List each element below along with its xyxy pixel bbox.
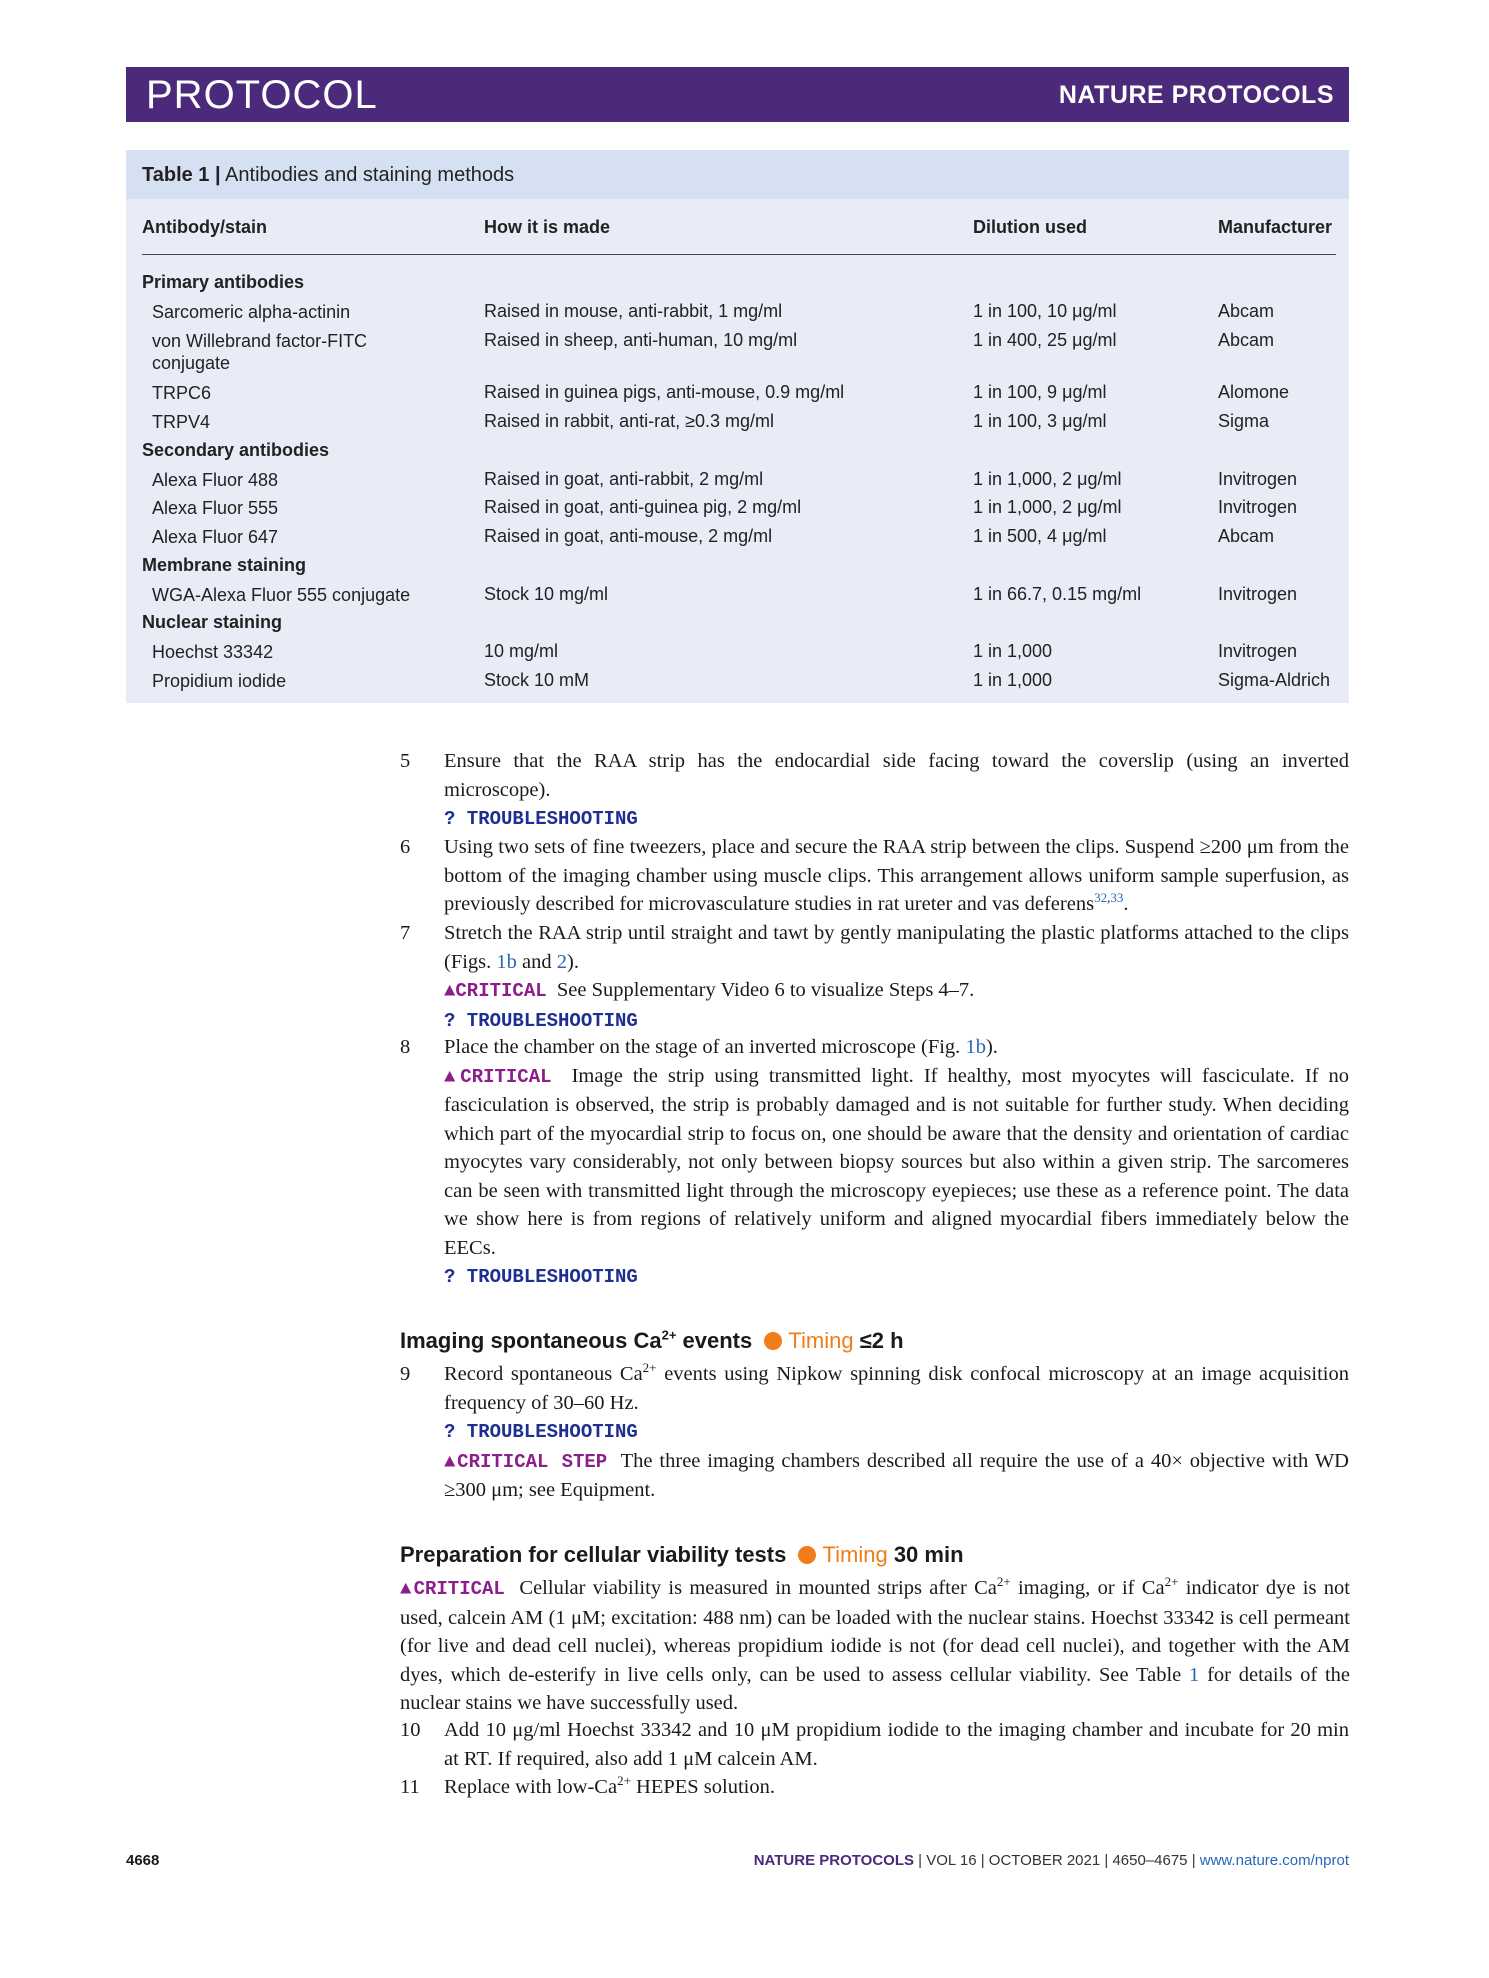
figure-link[interactable]: 2 xyxy=(556,950,568,973)
journal-name: NATURE PROTOCOLS xyxy=(1058,81,1334,109)
column-header: Antibody/stain xyxy=(142,217,267,237)
table-number: Table 1 | xyxy=(142,164,221,186)
footer-issue: | VOL 16 | OCTOBER 2021 | 4650–4675 | xyxy=(914,1852,1200,1869)
critical-label: ▲CRITICAL xyxy=(444,1065,552,1088)
critical-label: ▲CRITICAL xyxy=(444,980,547,1002)
column-header: Manufacturer xyxy=(1218,217,1333,237)
reference-link[interactable]: 32 xyxy=(1094,890,1108,906)
critical-step-label: ▲CRITICAL STEP xyxy=(444,1450,608,1473)
journal-url-link[interactable]: www.nature.com/nprot xyxy=(1199,1852,1349,1869)
page-number: 4668 xyxy=(126,1852,160,1869)
troubleshooting-link[interactable]: ? TROUBLESHOOTING xyxy=(444,1009,638,1032)
header-divider xyxy=(142,254,1336,255)
critical-label: ▲CRITICAL xyxy=(400,1578,505,1600)
footer-journal: NATURE PROTOCOLS xyxy=(753,1852,914,1869)
table-1: Table 1 | Antibodies and staining methods Antibody/stain How it is made Dilution used Manufacturer Primary antibodies Sarcomeric alpha-actinin Raised in mouse, anti-rabbit, 1 mg/ml 1 in 100, 10 μg/ml Abcam von Willebrand factor-FITC conjugate Raised in sheep, anti-human, 10 mg/ml 1 in 400, 25 μg/ml Abcam TRPC6 Raised in guinea pigs, anti-mouse, 0.9 mg/ml 1 in 100, 9 μg/ml Alomone TRPV4 Raised in rabbit, anti-rat, ≥0.3 mg/ml 1 in 100, 3 μg/ml Sigma Secondary antibodies Alexa Fluor 488 Raised in goat, anti-rabbit, 2 mg/ml 1 in 1,000, 2 μg/ml Invitrogen Alexa Fluor 555 Raised in goat, anti-guinea pig, 2 mg/ml 1 in 1,000, 2 μg/ml Invitrogen Alexa Fluor 647 Raised in goat, anti-mouse, 2 mg/ml 1 in 500, 4 μg/ml Abcam Membrane staining WGA-Alexa Fluor 555 conjugate Stock 10 mg/ml 1 in 66.7, 0.15 mg/ml Invitrogen Nuclear staining Hoechst 33342 10 mg/ml 1 in 1,000 Invitrogen Propidium iodide Stock 10 mM 1 in 1,000 Sigma-Aldrich xyxy=(126,150,1349,703)
column-header: Dilution used xyxy=(973,217,1087,237)
table-link[interactable]: 1 xyxy=(1189,1663,1200,1686)
timing-dot-icon xyxy=(764,1332,782,1350)
figure-link[interactable]: 1b xyxy=(965,1036,986,1058)
section-heading: Preparation for cellular viability tests Timing 30 min xyxy=(400,1542,964,1567)
figure-link[interactable]: 1b xyxy=(496,950,517,973)
section-label: PROTOCOL xyxy=(146,73,378,117)
page-header xyxy=(126,67,1349,122)
section-heading: Imaging spontaneous $Ca^{2+}$ events Timing ≤2 h xyxy=(400,1327,904,1353)
table-title: Antibodies and staining methods xyxy=(225,164,515,186)
viability-paragraph: ▲CRITICAL Cellular viability is measured in mounted strips after $Ca^{2+}$ imaging, or if $Ca^{2+}$ indicator dye is not used, calcein AM (1 μM; excitation: 488 nm) can be loaded with the nuclear stains. Hoechst 33342 is cell permeant (for live and dead cell nuclei), whereas propidium iodide is not (for dead cell nuclei), and together with the AM dyes, which de-esterify in live cells only, can be used to assess cellular viability. See Table 1 for details of the nuclear stains we have successfully used. xyxy=(400,1574,1350,1714)
timing-dot-icon xyxy=(798,1546,816,1564)
troubleshooting-link[interactable]: ? TROUBLESHOOTING xyxy=(444,1266,638,1288)
reference-link[interactable]: 33 xyxy=(1110,890,1124,906)
table-caption xyxy=(126,150,1349,199)
column-header: How it is made xyxy=(484,217,611,237)
troubleshooting-link[interactable]: ? TROUBLESHOOTING xyxy=(444,808,638,830)
troubleshooting-link[interactable]: ? TROUBLESHOOTING xyxy=(444,1421,638,1443)
table-header xyxy=(126,217,1349,257)
